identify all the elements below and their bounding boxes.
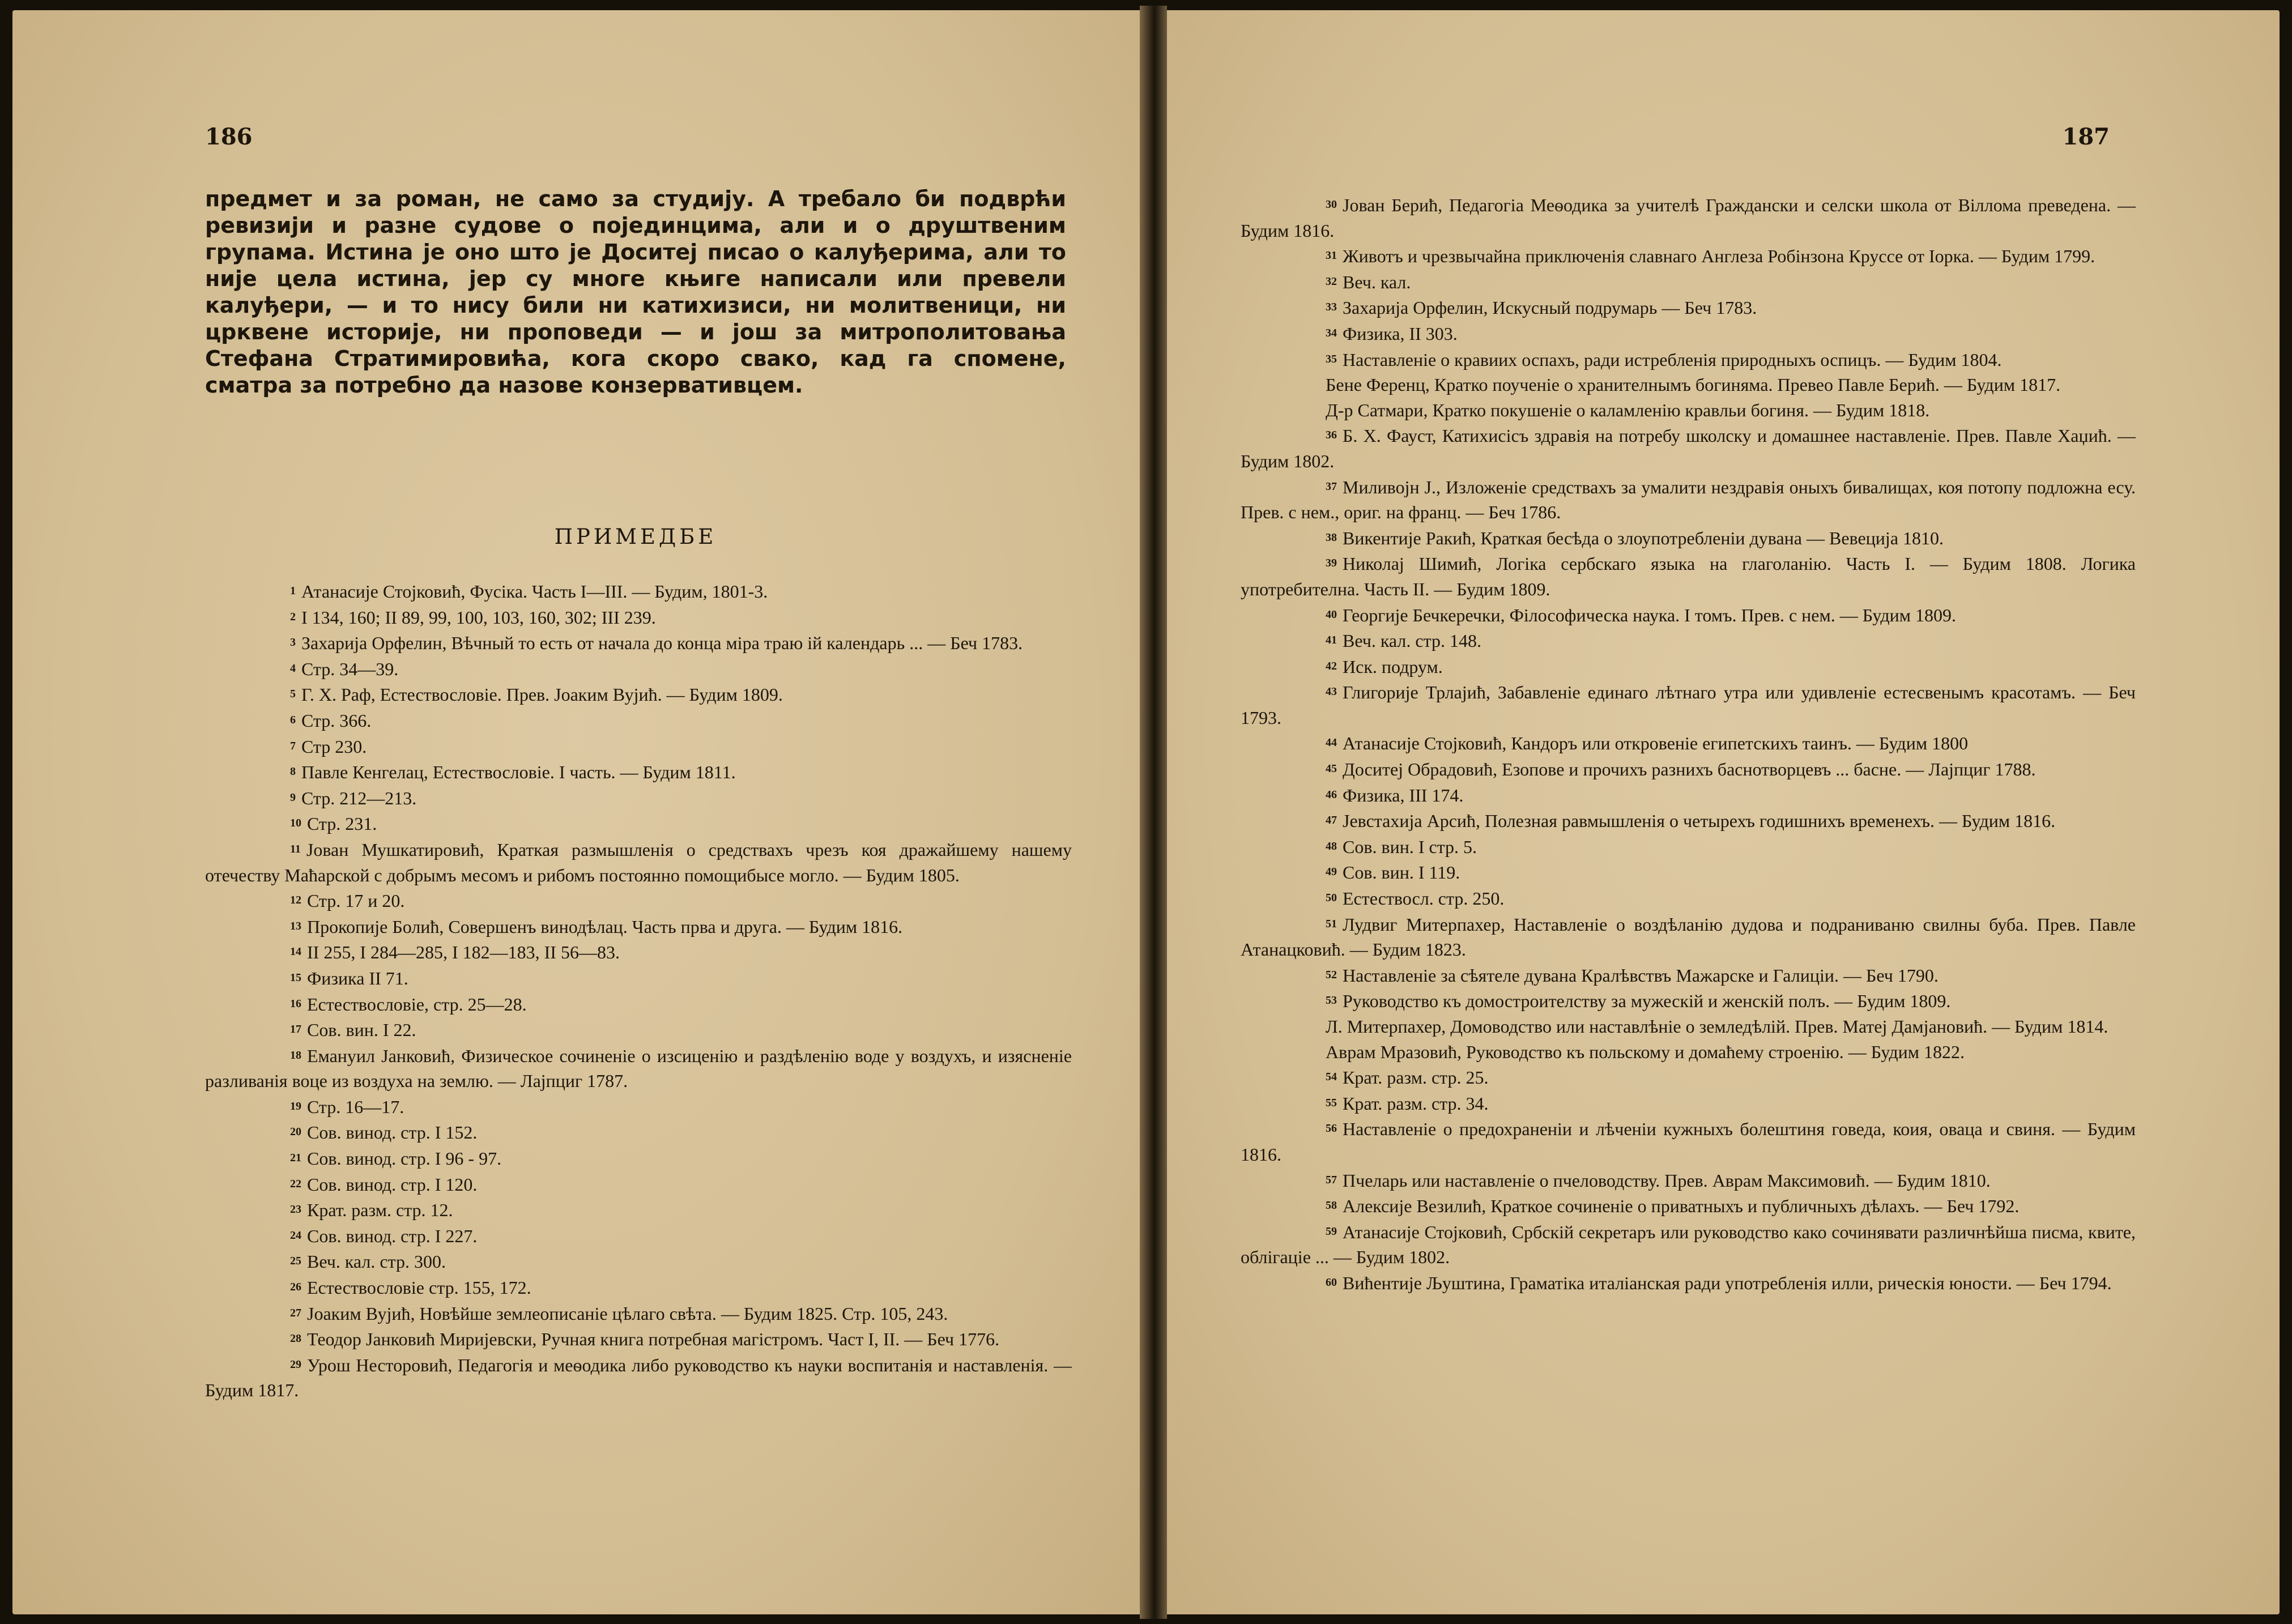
footnote-text: Емануил Јанковић, Физическое сочиненіе о изсиценію и раздѣленію воде у воздухъ, и изясненіе разливанія воце из воздуха на землю. — Лајпциг 1787. (205, 1045, 1072, 1092)
footnote (205, 888, 1072, 914)
footnote-number: 48 (1326, 839, 1337, 853)
footnote-number: 54 (1326, 1071, 1337, 1084)
footnote-text: Јован Берић, Педагогіа Меѳодика за учителѣ Граждански и селски школа от Віллома преведена. — Будим 1816. (1241, 195, 2136, 241)
footnote-number: 11 (290, 842, 301, 855)
footnote (1241, 679, 2136, 730)
footnote (205, 965, 1072, 991)
footnote-text: Николај Шимић, Логіка сербскаго языка на глаголанію. Часть I. — Будим 1808. Логика употребителна. Часть II. — Будим 1809. (1241, 553, 2136, 599)
footnote-text: Стр. 34—39. (301, 658, 399, 679)
footnote (1241, 372, 2136, 398)
footnote (205, 1301, 1072, 1327)
footnote-number: 15 (290, 971, 301, 984)
footnote-number: 2 (290, 610, 296, 623)
footnote-number: 30 (1326, 198, 1337, 211)
footnote-text: Пчеларь или наставленіе о пчеловодству. Прев. Аврам Максимовић. — Будим 1810. (1343, 1170, 1991, 1191)
footnote-text: Стр. 366. (301, 710, 372, 731)
footnote-number: 44 (1326, 736, 1337, 749)
footnote-text: Аврам Мразовић, Руководство къ польскому и домаћему строенію. — Будим 1822. (1326, 1041, 1965, 1062)
footnote-text: Георгије Бечкеречки, Філософическа наука. I томъ. Прев. с нем. — Будим 1809. (1343, 604, 1956, 625)
page-number: 186 (205, 123, 253, 150)
footnote (1241, 1064, 2136, 1090)
footnote-text: Миливојн Ј., Изложеніе средствахъ за умалити нездравія оныхъ бивалищах, коя потопу подложна есу. Прев. с нем., ориг. на франц. — Беч 1786. (1241, 476, 2136, 523)
footnote-number: 6 (290, 713, 296, 726)
footnote-number: 20 (290, 1126, 301, 1139)
footnote-number: 1 (290, 585, 296, 597)
footnote-text: Стр. 16—17. (307, 1096, 404, 1117)
footnote-number: 58 (1326, 1199, 1337, 1212)
footnote-text: Естествословіе, стр. 25—28. (307, 994, 527, 1015)
footnote (1241, 1014, 2136, 1039)
footnote (205, 785, 1072, 811)
footnote-number: 28 (290, 1332, 301, 1345)
footnote (205, 837, 1072, 888)
footnote-text: Иск. подрум. (1343, 656, 1443, 677)
footnote-text: Физика, III 174. (1343, 785, 1464, 805)
footnote-text: Стр. 231. (307, 813, 377, 834)
footnote (1241, 834, 2136, 860)
footnote-number: 14 (290, 945, 301, 958)
right-page (1167, 10, 2280, 1614)
footnote (1241, 988, 2136, 1014)
footnote-text: Лудвиг Митерпахер, Наставленіе о воздѣланію дудова и подраниваню свилны буба. Прев. Павле Атанацковић. — Будим 1823. (1241, 914, 2136, 960)
footnote-text: Теодор Јанковић Миријевски, Ручная книга потребная магістромъ. Част I, II. — Беч 1776. (307, 1329, 1000, 1350)
footnote (1241, 1167, 2136, 1194)
footnote-text: Крат. разм. стр. 25. (1343, 1067, 1489, 1088)
footnote (205, 1171, 1072, 1197)
footnote-text: Естествословіе стр. 155, 172. (307, 1277, 531, 1298)
footnote-text: Викентије Ракић, Краткая бесѣда о злоупотребленіи дувана — Вевеција 1810. (1343, 527, 1944, 548)
footnote-text: Крат. разм. стр. 12. (307, 1200, 453, 1221)
footnote-text: I 134, 160; II 89, 99, 100, 103, 160, 302; III 239. (301, 607, 656, 628)
footnote-number: 24 (290, 1229, 301, 1242)
footnote-number: 17 (290, 1023, 301, 1036)
footnote-text: Атанасије Стојковић, Фусіка. Часть I—III. — Будим, 1801-3. (301, 581, 768, 602)
footnote-number: 40 (1326, 608, 1337, 621)
footnote-number: 32 (1326, 275, 1337, 288)
footnote (205, 681, 1072, 707)
footnote-number: 52 (1326, 968, 1337, 981)
footnote-number: 59 (1326, 1225, 1337, 1238)
footnote-number: 33 (1326, 301, 1337, 314)
footnote (205, 1094, 1072, 1120)
page-number: 187 (2062, 123, 2110, 150)
footnote-number: 27 (290, 1306, 301, 1319)
footnote-text: Наставленіе о предохраненіи и лѣченіи кужныхъ болештиня говеда, коия, оваца и свиня. — Будим 1816. (1241, 1119, 2136, 1165)
footnote (205, 1248, 1072, 1275)
footnote (1241, 962, 2136, 988)
footnote-number: 53 (1326, 994, 1337, 1007)
footnote (205, 1352, 1072, 1403)
footnote-text: Захарија Орфелин, Вѣчный то есть от начала до конца міра траю ій календарь ... — Беч 1783. (301, 633, 1023, 654)
footnote-text: Сов. винод. стр. I 152. (307, 1122, 478, 1143)
footnote (1241, 243, 2136, 269)
footnote (1241, 911, 2136, 962)
footnote (1241, 525, 2136, 551)
footnote (205, 759, 1072, 785)
footnote-text: Г. Х. Раф, Естествословіе. Прев. Јоаким Вујић. — Будим 1809. (301, 684, 783, 705)
footnote-text: Стр. 17 и 20. (307, 890, 405, 911)
footnote-text: Вићентије Љуштина, Граматіка италіанская ради употребленія илли, рическія юности. — Беч 1794. (1343, 1272, 2112, 1293)
footnote-number: 10 (290, 817, 301, 830)
footnote (1241, 1039, 2136, 1065)
footnote (205, 630, 1072, 656)
footnote-text: Сов. вин. I 119. (1343, 862, 1460, 883)
footnote (205, 811, 1072, 837)
footnote (1241, 782, 2136, 808)
footnote (205, 734, 1072, 760)
footnote-text: Атанасије Стојковић, Кандоръ или откровеніе египетскихъ таинъ. — Будим 1800 (1343, 733, 1969, 754)
notes-list (205, 578, 1072, 1403)
footnote-number: 50 (1326, 892, 1337, 905)
footnote-number: 37 (1326, 480, 1337, 493)
footnote (205, 578, 1072, 604)
footnote-number: 3 (290, 636, 296, 649)
footnote-text: Сов. вин. I 22. (307, 1020, 416, 1041)
footnote-text: Наставленіе о кравиих оспахъ, ради истребленія природныхъ оспицъ. — Будим 1804. (1343, 349, 2002, 370)
footnote (1241, 602, 2136, 628)
footnote (1241, 859, 2136, 885)
footnote (1241, 551, 2136, 602)
footnote (1241, 398, 2136, 423)
left-page (12, 10, 1140, 1614)
footnote (1241, 730, 2136, 756)
footnote-text: Глигорије Трлајић, Забавленіе единаго лѣтнаго утра или удивленіе естесвенымъ красотамъ. — Беч 1793. (1241, 682, 2136, 728)
footnote-text: Д-р Сатмари, Кратко покушеніе о каламленію кравльи богиня. — Будим 1818. (1326, 399, 1930, 420)
footnote-number: 41 (1326, 634, 1337, 647)
footnote (1241, 1090, 2136, 1116)
footnote (205, 1043, 1072, 1094)
footnote (205, 1223, 1072, 1249)
notes-list (1241, 192, 2136, 1296)
footnote (1241, 321, 2136, 347)
footnote (1241, 269, 2136, 295)
footnote-text: Бене Ференц, Кратко поученіе о хранителнымъ богиняма. Превео Павле Берић. — Будим 1817. (1326, 374, 2061, 395)
footnote (205, 914, 1072, 940)
footnote-text: Јоаким Вујић, Новѣйше землеописаніе цѣлаго свѣта. — Будим 1825. Стр. 105, 243. (307, 1303, 948, 1324)
footnote-number: 38 (1326, 531, 1337, 544)
footnote-number: 47 (1326, 814, 1337, 827)
footnote-number: 8 (290, 765, 296, 778)
footnote (1241, 1219, 2136, 1270)
body-paragraph: предмет и за роман, не само за студију. А требало би подврћи ревизији и разне судове о појединцима, али и о друштвеним групама. Истина је оно што је Доситеј писао о калуђерима, али то није цела истина, јер су многе књиге написали или превели калуђери, — и то нису били ни катихизиси, ни молитвеници, ни црквене историје, ни проповеди — и још за митрополитовања Стефана Стратимировића, кога скоро свако, кад га спомене, сматра за потребно да назове конзервативцем. (205, 186, 1066, 398)
footnote (205, 1326, 1072, 1352)
footnote (1241, 1193, 2136, 1219)
footnote-number: 7 (290, 739, 296, 752)
footnote-number: 49 (1326, 866, 1337, 879)
footnote-text: Атанасије Стојковић, Србскій секретаръ или руководство како сочинявати различнѣйша писма, квите, облігаціе ... — Будим 1802. (1241, 1221, 2136, 1268)
footnote-text: Животъ и чрезвычайна приключенія славнаго Англеза Робінзона Круссе от Іорка. — Будим 1799. (1343, 246, 2095, 267)
footnote (205, 939, 1072, 965)
footnote-text: Л. Митерпахер, Домоводство или наставлѣніе о земледѣлій. Прев. Матеј Дамјановић. — Будим 1814. (1326, 1016, 2108, 1037)
footnote (205, 1017, 1072, 1043)
footnote-number: 51 (1326, 917, 1337, 930)
footnote-text: Естествосл. стр. 250. (1343, 888, 1505, 909)
footnote (1241, 1270, 2136, 1296)
footnote-number: 60 (1326, 1276, 1337, 1289)
footnote-text: Павле Кенгелац, Естествословіе. I часть. — Будим 1811. (301, 762, 736, 783)
footnote (1241, 654, 2136, 680)
footnote-text: Физика II 71. (307, 967, 408, 988)
footnote-number: 36 (1326, 429, 1337, 442)
footnote (1241, 808, 2136, 834)
footnote-text: Крат. разм. стр. 34. (1343, 1093, 1489, 1114)
footnote-number: 21 (290, 1152, 301, 1165)
footnote-number: 19 (290, 1099, 301, 1112)
footnote-text: Захарија Орфелин, Искусный подрумарь — Беч 1783. (1343, 297, 1757, 318)
footnote-number: 34 (1326, 326, 1337, 339)
footnote (205, 1275, 1072, 1301)
footnote-number: 57 (1326, 1173, 1337, 1186)
footnote-number: 12 (290, 894, 301, 907)
footnote-number: 4 (290, 662, 296, 675)
footnote-number: 31 (1326, 249, 1337, 262)
footnote (205, 604, 1072, 630)
footnote-text: Сов. вин. I стр. 5. (1343, 836, 1477, 857)
footnote-number: 18 (290, 1048, 301, 1062)
footnote (1241, 1116, 2136, 1167)
footnote-number: 13 (290, 919, 301, 932)
footnote-number: 45 (1326, 762, 1337, 775)
notes-heading: ПРИМЕДБЕ (554, 525, 717, 549)
footnote-number: 16 (290, 997, 301, 1010)
footnote-number: 46 (1326, 788, 1337, 801)
footnote (205, 707, 1072, 734)
footnote-text: Сов. винод. стр. I 96 - 97. (307, 1148, 502, 1169)
footnote-text: Наставленіе за сѣятеле дувана Кралѣвствъ Мажарске и Галиціи. — Беч 1790. (1343, 965, 1939, 986)
footnote-text: Стр. 212—213. (301, 787, 417, 808)
footnote-number: 42 (1326, 659, 1337, 672)
footnote-text: Доситеј Обрадовић, Езопове и прочихъ разнихъ баснотворцевъ ... басне. — Лајпциг 1788. (1343, 759, 2036, 780)
footnote-text: Јован Мушкатировић, Краткая размышленія о средствахъ чрезъ коя дражайшему нашему отечеству Маћарской с добрымъ месомъ и рибомъ постоянно помощибысе могло. — Будим 1805. (205, 839, 1072, 885)
footnote-text: Прокопије Болић, Совершенъ винодѣлац. Часть прва и друга. — Будим 1816. (307, 916, 903, 937)
footnote-number: 25 (290, 1255, 301, 1268)
footnote (205, 656, 1072, 682)
footnote-number: 29 (290, 1358, 301, 1371)
footnote-text: Руководство къ домостроителству за мужескій и женскій полъ. — Будим 1809. (1343, 991, 1951, 1012)
footnote-text: Веч. кал. стр. 300. (307, 1251, 446, 1272)
footnote (205, 1197, 1072, 1223)
footnote (1241, 756, 2136, 782)
footnote (205, 1145, 1072, 1171)
footnote (1241, 474, 2136, 525)
book-gutter (1140, 6, 1167, 1619)
body-text (205, 186, 1066, 399)
footnote-number: 26 (290, 1281, 301, 1294)
footnote (1241, 347, 2136, 373)
footnote-text: Сов. винод. стр. I 120. (307, 1174, 478, 1195)
footnote (205, 991, 1072, 1017)
footnote-text: Јевстахија Арсић, Полезная равмышленія о четырехъ годишнихъ временехъ. — Будим 1816. (1343, 811, 2056, 832)
footnote-text: Стр 230. (301, 736, 367, 757)
footnote-number: 9 (290, 791, 296, 804)
footnote-number: 43 (1326, 685, 1337, 698)
footnote (1241, 192, 2136, 243)
footnote-number: 22 (290, 1177, 301, 1190)
footnote-text: Алексије Везилић, Краткое сочиненіе о приватныхъ и публичныхъ дѣлахъ. — Беч 1792. (1343, 1196, 2020, 1217)
footnote (1241, 295, 2136, 321)
footnote-text: Физика, II 303. (1343, 323, 1458, 344)
footnote-text: II 255, I 284—285, I 182—183, II 56—83. (307, 942, 620, 963)
footnote-number: 39 (1326, 557, 1337, 570)
footnote-text: Урош Несторовић, Педагогія и меѳодика либо руководство къ науки воспитанія и наставленія. — Будим 1817. (205, 1354, 1072, 1401)
footnote-text: Веч. кал. (1343, 271, 1411, 292)
footnote (205, 1119, 1072, 1145)
footnote-text: Сов. винод. стр. I 227. (307, 1225, 478, 1246)
footnote-number: 5 (290, 688, 296, 701)
footnote-number: 35 (1326, 352, 1337, 365)
footnote-number: 55 (1326, 1096, 1337, 1109)
footnote (1241, 628, 2136, 654)
footnote (1241, 423, 2136, 474)
footnote-text: Веч. кал. стр. 148. (1343, 630, 1481, 651)
footnote-text: Б. Х. Фауст, Катихисісъ здравія на потребу школску и домашнее наставленіе. Прев. Павле Хаџић. — Будим 1802. (1241, 425, 2136, 471)
footnote-number: 56 (1326, 1122, 1337, 1135)
footnote-number: 23 (290, 1203, 301, 1216)
footnote (1241, 885, 2136, 911)
